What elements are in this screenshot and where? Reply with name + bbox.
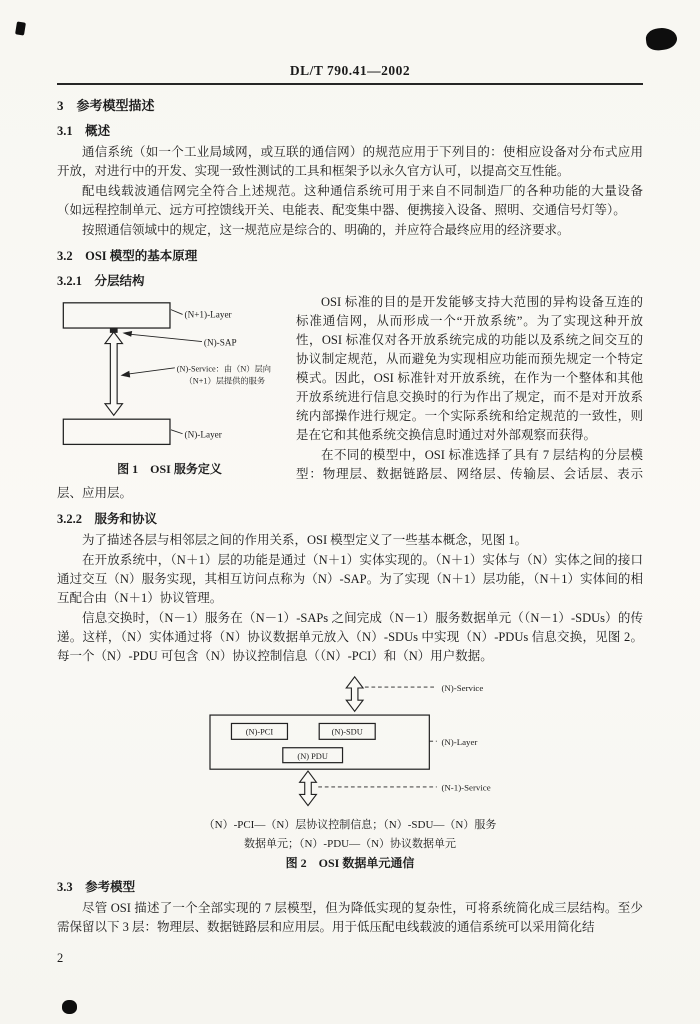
figure1-arrowhead-service [121,371,131,378]
figure2-top-double-arrow [346,677,363,712]
header-rule [57,83,643,85]
scan-artifact-top-left [15,21,26,35]
figure-2-legend-line1: （N）-PCI—（N）层协议控制信息；（N）-SDU—（N）服务 [203,819,497,831]
figure1-label-layer-bottom: (N)-Layer [184,429,222,440]
paragraph-3-2-2-a: 为了描述各层与相邻层之间的作用关系，OSI 模型定义了一些基本概念，见图 1。 [82,533,528,547]
section-3-2-1-title: 3.2.1 分层结构 [57,274,145,288]
scan-artifact-bottom-left [62,1000,77,1014]
page-number: 2 [57,951,64,965]
section-3-2-title: 3.2 OSI 模型的基本原理 [57,249,198,263]
figure2-label-n-layer: (N)-Layer [441,736,478,747]
figure-1-drawing [57,297,282,457]
figure1-lower-layer-box [63,419,170,444]
figure1-label-layer-top: (N+1)-Layer [184,309,232,320]
page-content [57,62,643,966]
figure2-bottom-double-arrow [300,771,317,806]
section-3-title: 3 参考模型描述 [57,98,155,113]
scan-artifact-top-right [645,26,678,52]
paragraph-3-3-a: 尽管 OSI 描述了一个全部实现的 7 层模型，但为降低实现的复杂性，可将系统简化成三层结构。至少需保留以下 3 层：物理层、数据链路层和应用层。用于低压配电线载波的通信系统可以采用简化结 [57,901,643,934]
document-number: DL/T 790.41—2002 [289,63,411,78]
figure2-label-sdu: (N)-SDU [331,727,363,737]
figure2-label-n-service: (N)-Service [441,682,484,693]
figure1-leader-sap [126,334,202,342]
figure-1-osi-service-definition [57,297,282,477]
section-3-2-2-title: 3.2.2 服务和协议 [57,512,158,526]
section-3-1-title: 3.1 概述 [57,124,111,138]
paragraph-3-2-1-b: 在不同的模型中，OSI 标准选择了具有 7 层结构的分层模型：物理层、数据链路层、网络层、传输层、会话层、表示层、应用层。 [57,448,643,500]
paragraph-3-1-b: 配电线载波通信网完全符合上述规范。这种通信系统可用于来自不同制造厂的各种功能的大量设备（如远程控制单元、远方可控馈线开关、电能表、配变集中器、便携接入设备、照明、交通信号灯等）。 [57,184,643,217]
figure1-label-sap: (N)-SAP [203,337,237,348]
figure2-label-pdu: (N) PDU [297,751,328,761]
figure1-leader-layer-bottom [171,430,183,434]
figure2-label-n1-service: (N-1)-Service [441,782,491,793]
figure2-label-pci: (N)-PCI [245,727,274,737]
figure1-leader-service [124,368,174,375]
paragraph-3-1-a: 通信系统（如一个工业局域网，或互联的通信网）的规范应用于下列目的：使相应设备对分布式应用开放，对进行中的开发、实现一致性测试的工具和框架予以永久官方认可，以提高交互性能。 [57,145,643,178]
document-header [57,62,643,85]
paragraph-3-2-2-c: 信息交换时，（N－1）服务在（N－1）-SAPs 之间完成（N－1）服务数据单元（（N－1）-SDUs）的传递。这样，（N）实体通过将（N）协议数据单元放入（N）-SDUs 中实现（N）-PDUs 信息交换，见图 2。每一个（N）-PDU 可包含（N）协议控制信息（（N）-PCI）和（N）用户数据。 [57,611,643,663]
figure1-double-arrow [105,332,122,415]
figure1-sap-marker [110,328,118,333]
figure1-label-service-line2: （N+1）层提供的服务 [184,376,266,386]
section-3-3-title: 3.3 参考模型 [57,880,136,894]
figure1-arrowhead-sap [122,331,132,337]
figure1-leader-layer-top [171,310,183,315]
figure-2-drawing [130,674,570,814]
paragraph-3-2-1-a: OSI 标准的目的是开发能够支持大范围的异构设备互连的标准通信网，从而形成一个“开放系统”。为了实现这种开放性，OSI 标准仅对各开放系统完成的功能以及系统之间交互的协议制定规范，从而避免为实现相应功能而预先规定一个特定模式。因此，OSI 标准针对开放系统，在作为一个整体和其他开放系统进行信息交换时的行为作出了规定，而不是对开放系统内部操作进行规定。一个实际系统和给定规范的一致性，则是在它和其他系统交换信息时通过对外部观察而获得。 [296,295,643,442]
figure-2-legend-line2: 数据单元；（N）-PDU—（N）协议数据单元 [243,838,457,850]
paragraph-3-1-c: 按照通信领域中的规定，这一规范应是综合的、明确的，并应符合最终应用的经济要求。 [82,223,570,237]
figure-2-caption: 图 2 OSI 数据单元通信 [285,856,415,870]
figure-1-caption: 图 1 OSI 服务定义 [117,462,222,476]
figure-2-osi-data-unit-communication [130,674,570,871]
figure1-label-service-line1: (N)-Service：由（N）层向 [176,364,271,374]
paragraph-3-2-2-b: 在开放系统中，（N＋1）层的功能是通过（N＋1）实体实现的。（N＋1）实体与（N）实体之间的接口通过交互（N）服务实现，其相互访问点称为（N）-SAP。为了实现（N＋1）层功能，（N＋1）实体间的相互配合由（N＋1）协议管理。 [57,553,643,605]
figure1-upper-layer-box [63,303,170,328]
